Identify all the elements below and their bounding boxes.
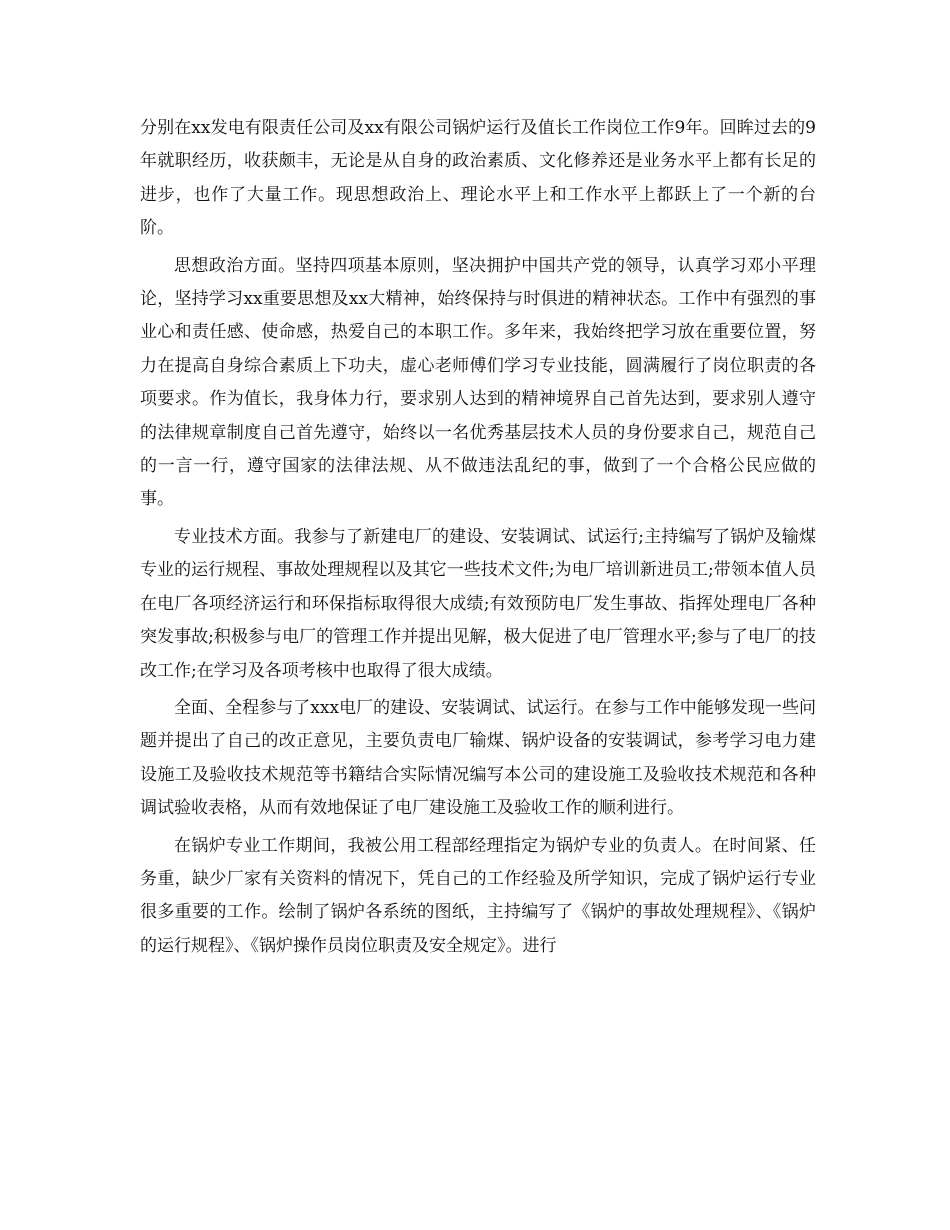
document-body	[140, 112, 816, 967]
paragraph-2: 思想政治方面。坚持四项基本原则，坚决拥护中国共产党的领导，认真学习邓小平理论，坚持学习xx重要思想及xx大精神，始终保持与时俱进的精神状态。工作中有强烈的事业心和责任感、使命感，热爱自己的本职工作。多年来，我始终把学习放在重要位置，努力在提高自身综合素质上下功夫，虚心老师傅们学习专业技能，圆满履行了岗位职责的各项要求。作为值长，我身体力行，要求别人达到的精神境界自己首先达到，要求别人遵守的法律规章制度自己首先遵守，始终以一名优秀基层技术人员的身份要求自己，规范自己的一言一行，遵守国家的法律法规、从不做违法乱纪的事，做到了一个合格公民应做的事。	[140, 255, 816, 510]
paragraph-3: 专业技术方面。我参与了新建电厂的建设、安装调试、试运行;主持编写了锅炉及输煤专业的运行规程、事故处理规程以及其它一些技术文件;为电厂培训新进员工;带领本值人员在电厂各项经济运行和环保指标取得很大成绩;有效预防电厂发生事故、指挥处理电厂各种突发事故;积极参与电厂的管理工作并提出见解，极大促进了电厂管理水平;参与了电厂的技改工作;在学习及各项考核中也取得了很大成绩。	[140, 526, 816, 681]
paragraph-1: 分别在xx发电有限责任公司及xx有限公司锅炉运行及值长工作岗位工作9年。回眸过去的9年就职经历，收获颇丰，无论是从自身的政治素质、文化修养还是业务水平上都有长足的进步，也作了大量工作。现思想政治上、理论水平上和工作水平上都跃上了一个新的台阶。	[140, 118, 816, 239]
paragraph-4: 全面、全程参与了xxx电厂的建设、安装调试、试运行。在参与工作中能够发现一些问题并提出了自己的改正意见，主要负责电厂输煤、锅炉设备的安装调试，参考学习电力建设施工及验收技术规范等书籍结合实际情况编写本公司的建设施工及验收技术规范和各种调试验收表格，从而有效地保证了电厂建设施工及验收工作的顺利进行。	[140, 697, 816, 819]
paragraph-5: 在锅炉专业工作期间，我被公用工程部经理指定为锅炉专业的负责人。在时间紧、任务重，缺少厂家有关资料的情况下，凭自己的工作经验及所学知识，完成了锅炉运行专业很多重要的工作。绘制了锅炉各系统的图纸，主持编写了《锅炉的事故处理规程》、《锅炉的运行规程》、《锅炉操作员岗位职责及安全规定》。进行	[140, 835, 816, 956]
